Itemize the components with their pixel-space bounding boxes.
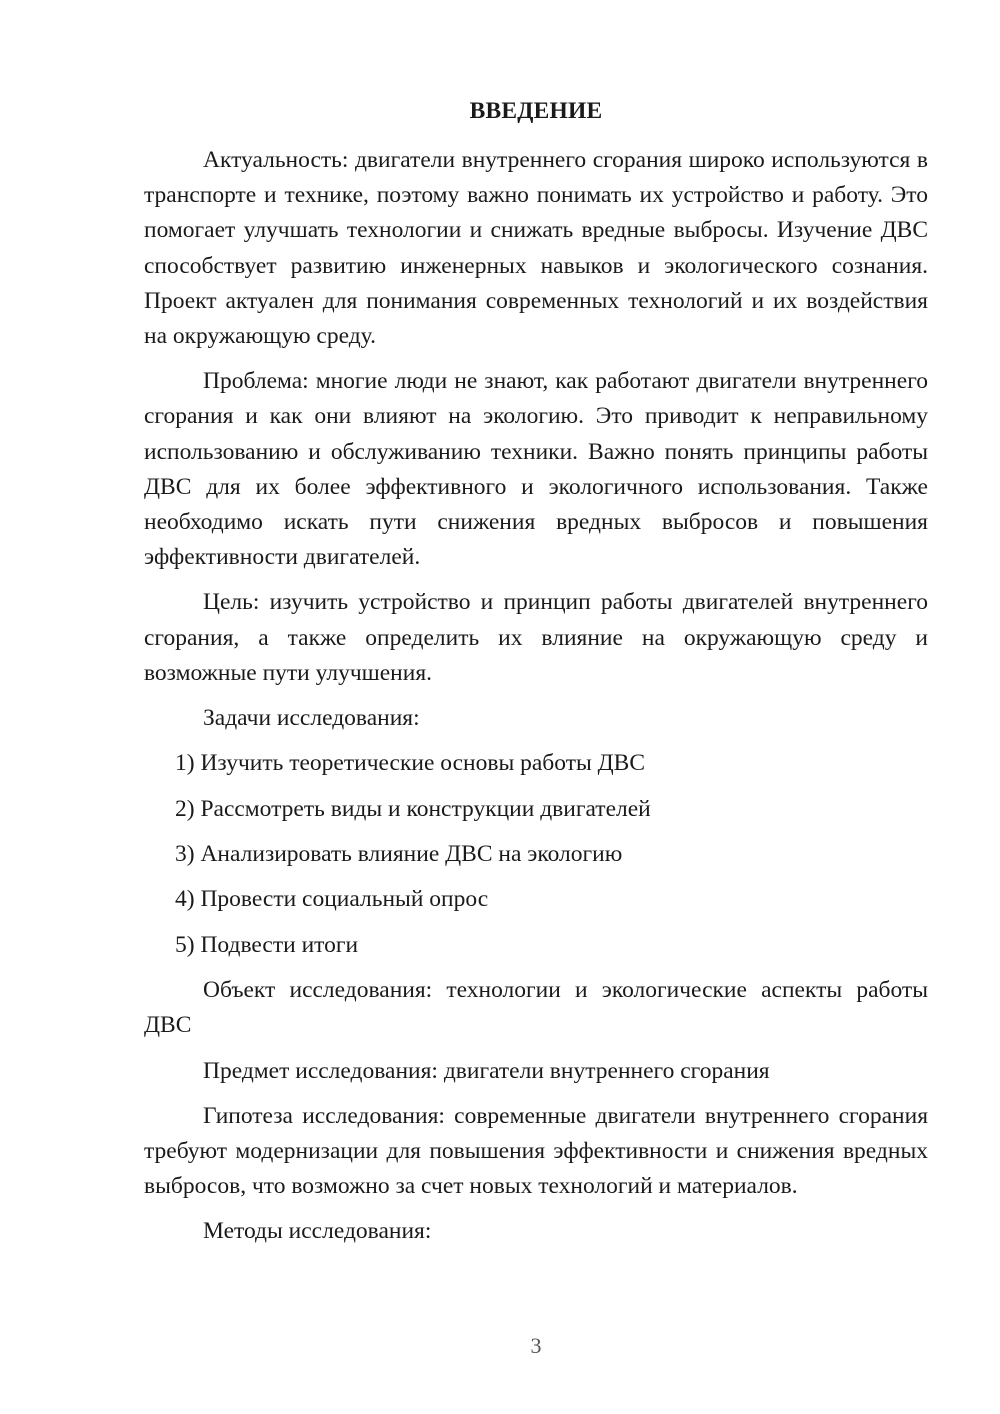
list-item: 4) Провести социальный опрос <box>175 886 489 913</box>
page-number: 3 <box>530 1333 542 1358</box>
list-item: 1) Изучить теоретические основы работы ДВС <box>175 750 645 777</box>
paragraph-goal: Цель: изучить устройство и принцип работы двигателей внутреннего сгорания, а также определить их влияние на окружающую среду и возможные пути улучшения. <box>144 589 928 686</box>
section-title: ВВЕДЕНИЕ <box>469 98 603 124</box>
list-item: 5) Подвести итоги <box>175 931 359 958</box>
list-item: 3) Анализировать влияние ДВС на экологию <box>175 841 623 868</box>
paragraph-object: Объект исследования: технологии и экологические аспекты работы ДВС <box>144 977 928 1039</box>
paragraph-methods: Методы исследования: <box>203 1218 432 1245</box>
paragraph-hypothesis: Гипотеза исследования: современные двигатели внутреннего сгорания требуют модернизации для повышения эффективности и снижения вредных выбросов, что возможно за счет новых технологий и материалов. <box>144 1102 928 1200</box>
page-content <box>144 94 928 1250</box>
list-item: 2) Рассмотреть виды и конструкции двигателей <box>175 795 651 822</box>
paragraph-subject: Предмет исследования: двигатели внутреннего сгорания <box>203 1057 770 1084</box>
task-list <box>144 746 928 963</box>
paragraph-relevance: Актуальность: двигатели внутреннего сгорания широко используются в транспорте и технике, поэтому важно понимать их устройство и работу. Это помогает улучшать технологии и снижать вредные выбросы. Изучение ДВС способствует развитию инженерных навыков и экологического сознания. Проект актуален для понимания современных технологий и их воздействия на окружающую среду. <box>144 147 928 350</box>
paragraph-tasks-heading: Задачи исследования: <box>203 705 420 732</box>
paragraph-problem: Проблема: многие люди не знают, как работают двигатели внутреннего сгорания и как они влияют на экологию. Это приводит к неправильному использованию и обслуживанию техники. Важно понять принципы работы ДВС для их более эффективного и экологичного использования. Также необходимо искать пути снижения вредных выбросов и повышения эффективности двигателей. <box>144 368 928 571</box>
